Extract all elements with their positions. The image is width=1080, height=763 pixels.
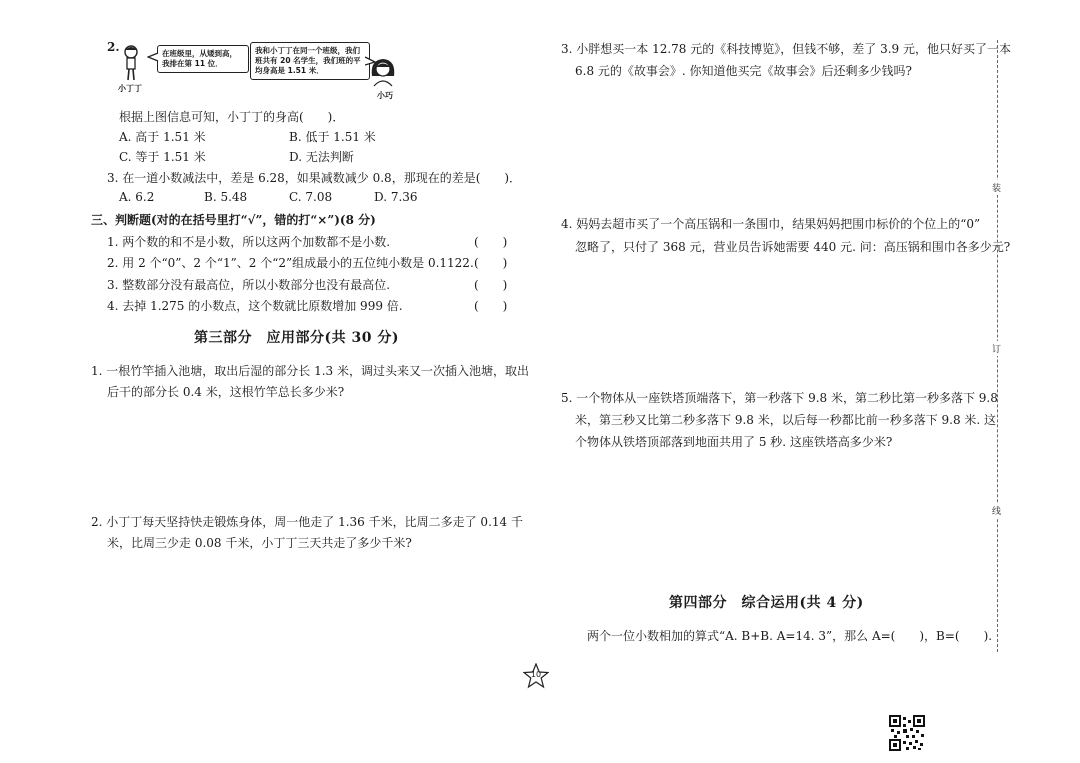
judge-paren-2[interactable]: ( ): [474, 256, 508, 270]
part3-problem-1-line-2: 后干的部分长 0.4 米，这根竹竿总长多少米?: [107, 385, 345, 399]
bubble-tail-left: [147, 52, 159, 62]
q2-question: 根据上图信息可知，小丁丁的身高( )．: [119, 110, 345, 124]
judge-paren-3[interactable]: ( ): [474, 278, 508, 292]
speech-bubble-left: 在班级里，从矮到高，我排在第 11 位．: [157, 45, 249, 73]
q2-number: 2.: [107, 40, 120, 54]
problem-3-line-1: 3. 小胖想买一本 12.78 元的《科技博览》，但钱不够，差了 3.9 元，他只好买了一本: [561, 42, 1011, 56]
q3-option-a: A. 6.2: [119, 190, 155, 204]
girl-illustration: [368, 56, 398, 88]
problem-5-line-3: 个物体从铁塔顶部落到地面共用了 5 秒. 这座铁塔高多少米?: [575, 435, 893, 449]
q3-text: 3. 在一道小数减法中，差是 6.28，如果减数减少 0.8，那现在的差是( )．: [107, 171, 522, 185]
judge-item-4: 4. 去掉 1.275 的小数点，这个数就比原数增加 999 倍.: [107, 299, 403, 313]
q2-option-a: A. 高于 1.51 米: [119, 130, 206, 144]
judge-paren-1[interactable]: ( ): [474, 235, 508, 249]
q3-option-d: D. 7.36: [374, 190, 418, 204]
problem-4-line-2: 忽略了，只付了 368 元，营业员告诉她需要 440 元. 问：高压锅和围巾各多少元?: [575, 240, 1011, 254]
binding-mark-xian: 线: [992, 503, 1001, 518]
binding-mark-zhuang: 装: [992, 180, 1001, 195]
q2-option-d: D. 无法判断: [289, 150, 354, 164]
part3-title: 第三部分 应用部分(共 30 分): [194, 330, 399, 346]
q3-option-c: C. 7.08: [289, 190, 333, 204]
boy-illustration: [118, 44, 144, 82]
person-right-name: 小巧: [377, 91, 393, 100]
qr-code-icon: [889, 715, 925, 751]
judge-section-title: 三、判断题(对的在括号里打“√”，错的打“×”)(8 分): [91, 213, 376, 227]
person-left-name: 小丁丁: [118, 84, 142, 93]
part3-problem-2-line-2: 米，比周三少走 0.08 千米，小丁丁三天共走了多少千米?: [107, 536, 412, 550]
q3-option-b: B. 5.48: [204, 190, 248, 204]
problem-5-line-2: 米，第三秒又比第二秒多落下 9.8 米，以后每一秒都比前一秒多落下 9.8 米. 这: [575, 413, 997, 427]
part4-title: 第四部分 综合运用(共 4 分): [669, 595, 864, 611]
binding-mark-ding: 订: [992, 341, 1001, 356]
problem-5-line-1: 5. 一个物体从一座铁塔顶端落下，第一秒落下 9.8 米，第二秒比第一秒多落下 9.8: [561, 391, 998, 405]
q2-option-c: C. 等于 1.51 米: [119, 150, 206, 164]
part3-problem-1-line-1: 1. 一根竹竿插入池塘，取出后湿的部分长 1.3 米，调过头来又一次插入池塘，取出: [91, 364, 529, 378]
judge-item-1: 1. 两个数的和不是小数，所以这两个加数都不是小数.: [107, 235, 391, 249]
judge-item-3: 3. 整数部分没有最高位，所以小数部分也没有最高位.: [107, 278, 391, 292]
page-number: 10: [530, 670, 542, 679]
speech-bubble-right: 我和小丁丁在同一个班级，我们班共有 20 名学生，我们班的平均身高是 1.51 米．: [250, 42, 370, 80]
part3-problem-2-line-1: 2. 小丁丁每天坚持快走锻炼身体，周一他走了 1.36 千米，比周二多走了 0.14 千: [91, 515, 523, 529]
problem-3-line-2: 6.8 元的《故事会》. 你知道他买完《故事会》后还剩多少钱吗?: [575, 64, 912, 78]
judge-item-2: 2. 用 2 个“0”、2 个“1”、2 个“2”组成最小的五位纯小数是 0.1122.: [107, 256, 474, 270]
part4-question: 两个一位小数相加的算式“A. B+B. A=14. 3”，那么 A=( )，B=( ).: [587, 629, 993, 643]
problem-4-line-1: 4. 妈妈去超市买了一个高压锅和一条围巾，结果妈妈把围巾标价的个位上的“0”: [561, 217, 981, 231]
q2-option-b: B. 低于 1.51 米: [289, 130, 376, 144]
judge-paren-4[interactable]: ( ): [474, 299, 508, 313]
